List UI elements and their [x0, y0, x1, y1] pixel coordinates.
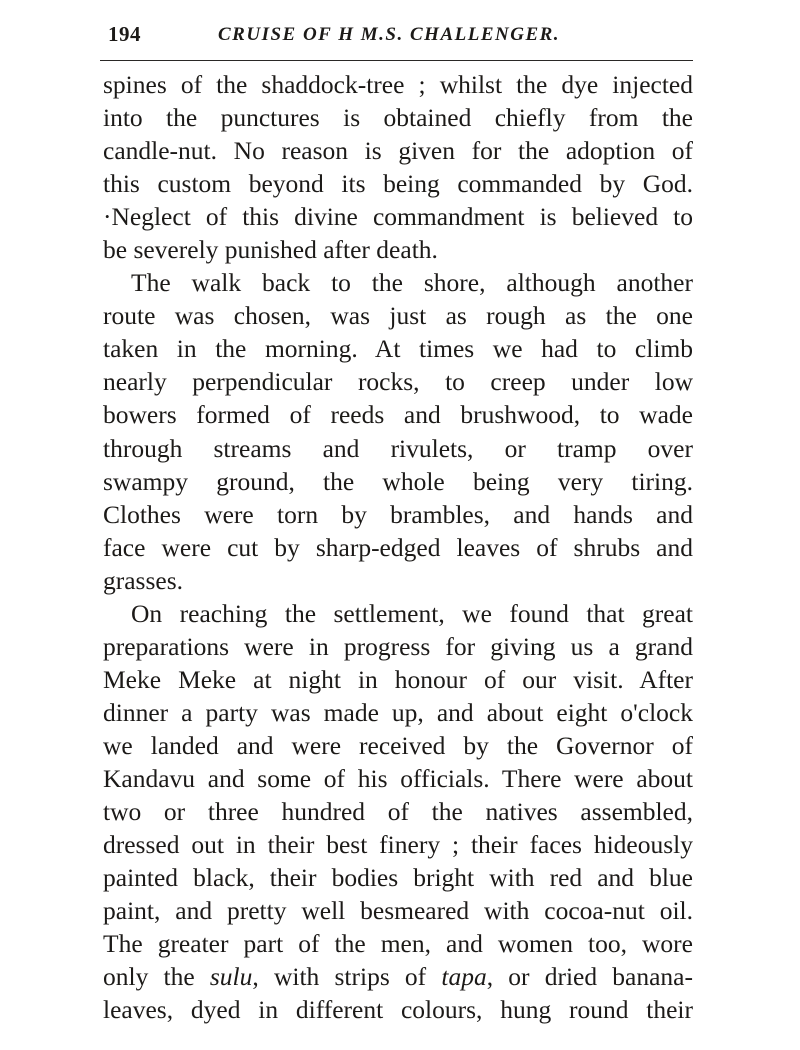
- text-line: leaves, dyed in different colours, hung round their: [103, 995, 693, 1025]
- italic-word-tapa: tapa: [441, 962, 487, 992]
- text-fragment: , with strips of: [252, 962, 442, 992]
- text-line: into the punctures is obtained chiefly from the: [103, 103, 693, 133]
- italic-word-sulu: sulu: [209, 962, 253, 992]
- header-rule: [100, 60, 693, 61]
- text-line: candle-nut. No reason is given for the adoption of: [103, 136, 693, 166]
- text-line: The walk back to the shore, although another: [131, 268, 693, 298]
- text-line: bowers formed of reeds and brushwood, to wade: [103, 400, 693, 430]
- text-line: Clothes were torn by brambles, and hands and: [103, 499, 693, 529]
- paragraph-3: [103, 597, 693, 1027]
- page-header: [100, 22, 693, 52]
- text-line-with-italics: [103, 960, 693, 993]
- text-line: be severely punished after death.: [103, 235, 438, 265]
- text-line: we landed and were received by the Governor of: [103, 730, 693, 760]
- text-line: nearly perpendicular rocks, to creep under low: [103, 367, 693, 397]
- text-line: spines of the shaddock-tree ; whilst the dye injected: [103, 70, 693, 99]
- running-title: CRUISE OF H M.S. CHALLENGER.: [218, 24, 561, 45]
- text-line: On reaching the settlement, we found that great: [131, 598, 693, 628]
- text-line: grasses.: [103, 565, 184, 595]
- text-line: Kandavu and some of his officials. There were about: [103, 763, 693, 793]
- text-line: preparations were in progress for giving us a grand: [103, 631, 693, 661]
- text-line: through streams and rivulets, or tramp over: [103, 433, 693, 463]
- text-line: two or three hundred of the natives assembled,: [103, 797, 693, 827]
- text-line: taken in the morning. At times we had to climb: [103, 334, 693, 364]
- text-line: The greater part of the men, and women too, wore: [103, 929, 693, 959]
- text-fragment: only the: [103, 962, 210, 992]
- paragraph-2: [103, 266, 693, 596]
- text-line: paint, and pretty well besmeared with cocoa-nut oil.: [103, 896, 693, 926]
- text-fragment: , or dried banana-: [486, 962, 693, 992]
- text-line: dressed out in their best finery ; their faces hideously: [103, 830, 693, 860]
- body-text: [103, 68, 693, 1026]
- paragraph-1: [103, 68, 693, 266]
- text-line: ·Neglect of this divine commandment is believed to: [103, 202, 693, 232]
- text-line: face were cut by sharp-edged leaves of shrubs and: [103, 532, 693, 562]
- text-line: Meke Meke at night in honour of our visit. After: [103, 664, 693, 694]
- text-line: dinner a party was made up, and about eight o'clock: [103, 697, 693, 727]
- text-line: swampy ground, the whole being very tiring.: [103, 466, 693, 496]
- text-line: this custom beyond its being commanded by God.: [103, 169, 693, 199]
- page-number: 194: [108, 22, 141, 46]
- text-line: route was chosen, was just as rough as the one: [103, 301, 693, 331]
- text-line: painted black, their bodies bright with red and blue: [103, 863, 693, 893]
